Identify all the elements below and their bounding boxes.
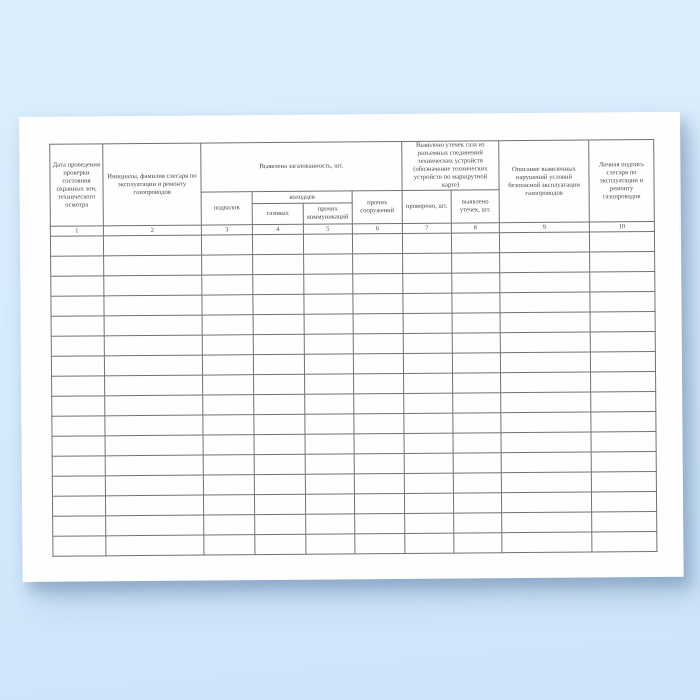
table-cell <box>254 434 305 454</box>
table-cell <box>52 396 105 416</box>
table-cell <box>254 414 305 434</box>
table-cell <box>50 236 103 256</box>
table-cell <box>305 414 354 434</box>
table-cell <box>52 496 105 516</box>
table-cell <box>353 274 403 294</box>
column-number: 6 <box>352 224 402 234</box>
header-signature-cell: Личная подпись слесаря по эксплуатации и ремонту газопроводов <box>589 140 655 223</box>
table-cell <box>53 536 106 556</box>
table-cell <box>403 253 452 273</box>
table-cell <box>304 254 353 274</box>
table-body <box>50 232 656 557</box>
table-cell <box>501 452 591 473</box>
table-cell <box>454 533 502 553</box>
column-number: 4 <box>252 224 303 234</box>
table-cell <box>203 395 254 415</box>
table-cell <box>105 395 203 416</box>
table-cell <box>204 535 255 555</box>
header-checked-qty-cell: проверено, шт. <box>402 190 451 223</box>
table-cell <box>203 435 254 455</box>
header-wells-group-cell: колодцев <box>252 191 352 204</box>
table-cell <box>354 434 404 454</box>
table-cell <box>500 292 590 313</box>
header-leaks-found-qty-cell: выявлено утечек, шт. <box>451 190 499 223</box>
table-cell <box>202 335 253 355</box>
table-cell <box>304 354 353 374</box>
table-cell <box>353 354 403 374</box>
table-cell <box>105 415 203 436</box>
table-cell <box>500 332 590 353</box>
table-cell <box>304 314 353 334</box>
table-cell <box>453 413 501 433</box>
table-cell <box>52 456 105 476</box>
table-cell <box>501 492 591 513</box>
table-cell <box>253 254 304 274</box>
table-cell <box>202 275 253 295</box>
table-cell <box>253 294 304 314</box>
table-cell <box>452 313 500 333</box>
table-cell <box>104 315 202 336</box>
table-cell <box>501 412 591 433</box>
table-cell <box>591 392 656 413</box>
table-cell <box>353 314 403 334</box>
table-header <box>50 140 655 237</box>
table-cell <box>53 516 106 536</box>
table-cell <box>405 513 454 533</box>
column-number: 3 <box>201 225 252 235</box>
table-cell <box>590 252 655 273</box>
table-cell <box>254 454 305 474</box>
table-cell <box>253 334 304 354</box>
column-number: 2 <box>103 225 201 236</box>
table-cell <box>305 454 354 474</box>
table-cell <box>51 316 104 336</box>
table-cell <box>103 235 201 256</box>
table-cell <box>500 252 590 273</box>
table-cell <box>203 415 254 435</box>
table-cell <box>453 453 501 473</box>
table-cell <box>254 494 305 514</box>
table-cell <box>403 333 452 353</box>
header-violations-cell: Описание выявленных нарушений условий безопасной эксплуатации газопроводов <box>499 140 590 223</box>
table-cell <box>255 534 306 554</box>
table-cell <box>592 532 657 553</box>
table-cell <box>453 433 501 453</box>
table-cell <box>51 356 104 376</box>
table-cell <box>202 355 253 375</box>
table-cell <box>355 514 405 534</box>
column-number: 1 <box>50 226 103 236</box>
table-cell <box>591 452 656 473</box>
column-number: 9 <box>499 222 589 233</box>
header-other-structures-cell: прочих сооружений <box>352 191 402 224</box>
table-cell <box>404 453 453 473</box>
table-cell <box>303 234 352 254</box>
table-row <box>53 532 657 557</box>
table-cell <box>202 315 253 335</box>
table-cell <box>502 512 592 533</box>
table-cell <box>51 336 104 356</box>
table-cell <box>354 394 404 414</box>
table-cell <box>201 235 252 255</box>
table-cell <box>590 292 655 313</box>
table-cell <box>305 434 354 454</box>
table-cell <box>402 233 451 253</box>
table-cell <box>403 293 452 313</box>
table-cell <box>52 376 105 396</box>
table-cell <box>404 393 453 413</box>
table-cell <box>203 495 254 515</box>
table-cell <box>305 374 354 394</box>
table-cell <box>404 373 453 393</box>
table-cell <box>52 436 105 456</box>
table-cell <box>404 473 453 493</box>
table-cell <box>404 493 453 513</box>
table-cell <box>52 476 105 496</box>
table-cell <box>106 535 204 556</box>
table-cell <box>104 295 202 316</box>
paper-sheet <box>19 112 684 582</box>
table-cell <box>501 472 591 493</box>
table-cell <box>454 513 502 533</box>
table-cell <box>452 253 500 273</box>
table-cell <box>592 512 657 533</box>
table-cell <box>305 474 354 494</box>
table-cell <box>354 414 404 434</box>
column-number: 5 <box>303 224 352 234</box>
table-cell <box>355 534 405 554</box>
header-leaks-group-cell: Выявлено утечек газа из разъемных соединений технических устройств (обозначение технических устройств по маршрутной карте) <box>402 141 499 191</box>
inspection-log-table <box>49 139 657 557</box>
table-cell <box>203 475 254 495</box>
table-cell <box>589 232 654 253</box>
header-fitter-name-cell: Инициалы, фамилия слесаря по эксплуатации и ремонту газопроводов <box>103 143 202 226</box>
table-cell <box>305 494 354 514</box>
table-cell <box>590 332 655 353</box>
table-cell <box>203 455 254 475</box>
table-cell <box>105 495 203 516</box>
table-cell <box>353 254 403 274</box>
table-cell <box>453 493 501 513</box>
table-cell <box>105 475 203 496</box>
header-date-cell: Дата проведения проверки состояния охранных зон, технического осмотра <box>50 144 104 227</box>
table-cell <box>590 352 655 373</box>
table-cell <box>354 494 404 514</box>
header-other-communications-cell: прочих коммуникаций <box>303 203 352 224</box>
table-cell <box>51 256 104 276</box>
table-cell <box>203 375 254 395</box>
table-cell <box>453 473 501 493</box>
table-cell <box>453 393 501 413</box>
table-cell <box>202 255 253 275</box>
table-cell <box>591 432 656 453</box>
table-cell <box>253 274 304 294</box>
header-gas-contamination-group-cell: Выявлена загазованность, шт. <box>201 141 402 192</box>
table-cell <box>51 296 104 316</box>
table-cell <box>254 474 305 494</box>
table-cell <box>255 514 306 534</box>
table-cell <box>404 433 453 453</box>
table-cell <box>499 232 589 253</box>
table-cell <box>306 514 355 534</box>
table-cell <box>202 295 253 315</box>
table-cell <box>352 234 402 254</box>
table-cell <box>452 293 500 313</box>
table-cell <box>591 372 656 393</box>
table-cell <box>305 394 354 414</box>
header-basements-cell: подвалов <box>201 192 252 225</box>
table-cell <box>106 515 204 536</box>
table-cell <box>452 333 500 353</box>
column-number: 8 <box>451 223 499 233</box>
table-cell <box>590 272 655 293</box>
table-cell <box>502 532 592 553</box>
table-cell <box>405 533 454 553</box>
table-cell <box>304 274 353 294</box>
table-cell <box>253 354 304 374</box>
table-cell <box>452 273 500 293</box>
table-cell <box>254 394 305 414</box>
table-cell <box>403 353 452 373</box>
table-cell <box>591 492 656 513</box>
table-cell <box>501 372 591 393</box>
table-cell <box>353 334 403 354</box>
table-cell <box>591 412 656 433</box>
table-cell <box>254 374 305 394</box>
table-cell <box>51 276 104 296</box>
column-number: 10 <box>589 222 654 233</box>
table-cell <box>105 375 203 396</box>
table-cell <box>591 472 656 493</box>
table-cell <box>253 314 304 334</box>
table-cell <box>105 455 203 476</box>
table-cell <box>104 275 202 296</box>
table-cell <box>304 334 353 354</box>
table-cell <box>104 255 202 276</box>
table-cell <box>354 374 404 394</box>
table-cell <box>304 294 353 314</box>
table-cell <box>403 313 452 333</box>
table-cell <box>501 432 591 453</box>
table-cell <box>500 272 590 293</box>
table-cell <box>501 392 591 413</box>
table-cell <box>306 534 355 554</box>
table-cell <box>104 355 202 376</box>
table-cell <box>104 335 202 356</box>
table-cell <box>590 312 655 333</box>
table-cell <box>451 233 499 253</box>
table-cell <box>500 312 590 333</box>
table-cell <box>500 352 590 373</box>
header-gas-wells-cell: газовых <box>252 203 303 224</box>
table-cell <box>452 353 500 373</box>
table-cell <box>105 435 203 456</box>
column-number: 7 <box>402 223 451 233</box>
table-cell <box>354 454 404 474</box>
table-cell <box>353 294 403 314</box>
table-cell <box>404 413 453 433</box>
header-row-1 <box>50 140 654 194</box>
table-cell <box>52 416 105 436</box>
table-cell <box>204 515 255 535</box>
table-cell <box>403 273 452 293</box>
table-cell <box>453 373 501 393</box>
table-cell <box>252 234 303 254</box>
table-cell <box>354 474 404 494</box>
